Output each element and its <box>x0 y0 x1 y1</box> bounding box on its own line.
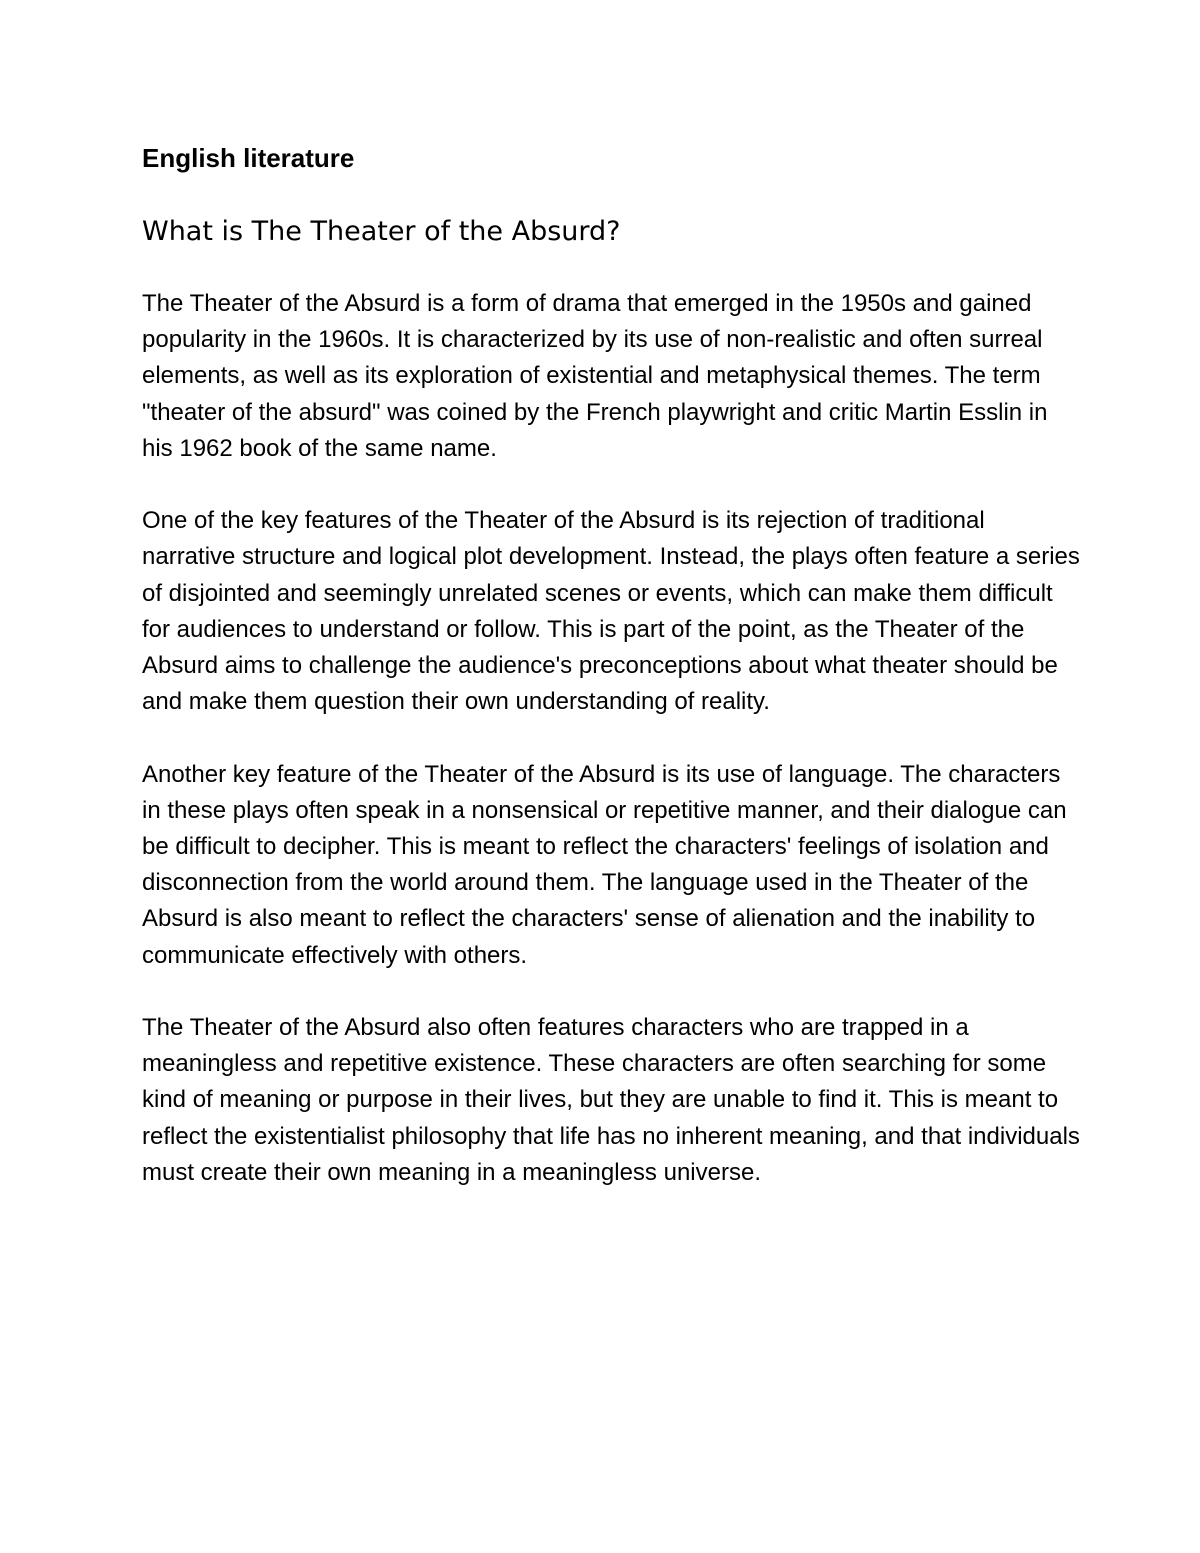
paragraph: The Theater of the Absurd is a form of drama that emerged in the 1950s and gained popularity in the 1960s. It is characterized by its use of non-realistic and often surreal elements, as well as its exploration of existential and metaphysical themes. The term "theater of the absurd" was coined by the French playwright and critic Martin Esslin in his 1962 book of the same name. <box>142 290 1048 462</box>
paragraph: One of the key features of the Theater of the Absurd is its rejection of traditional narrative structure and logical plot development. Instead, the plays often feature a series of disjointed and seemingly unrelated scenes or events, which can make them difficult for audiences to understand or follow. This is part of the point, as the Theater of the Absurd aims to challenge the audience's preconceptions about what theater should be and make them question their own understanding of reality. <box>142 507 1080 716</box>
document-page <box>142 138 1082 1191</box>
paragraph: Another key feature of the Theater of the Absurd is its use of language. The characters in these plays often speak in a nonsensical or repetitive manner, and their dialogue can be difficult to decipher. This is meant to reflect the characters' feelings of isolation and disconnection from the world around them. The language used in the Theater of the Absurd is also meant to reflect the characters' sense of alienation and the inability to communicate effectively with others. <box>142 760 1067 969</box>
document-title: English literature <box>142 143 355 173</box>
document-body <box>142 286 1082 1191</box>
paragraph: The Theater of the Absurd also often features characters who are trapped in a meaningless and repetitive existence. These characters are often searching for some kind of meaning or purpose in their lives, but they are unable to find it. This is meant to reflect the existentialist philosophy that life has no inherent meaning, and that individuals must create their own meaning in a meaningless universe. <box>142 1014 1080 1186</box>
section-heading: What is The Theater of the Absurd? <box>142 216 621 247</box>
